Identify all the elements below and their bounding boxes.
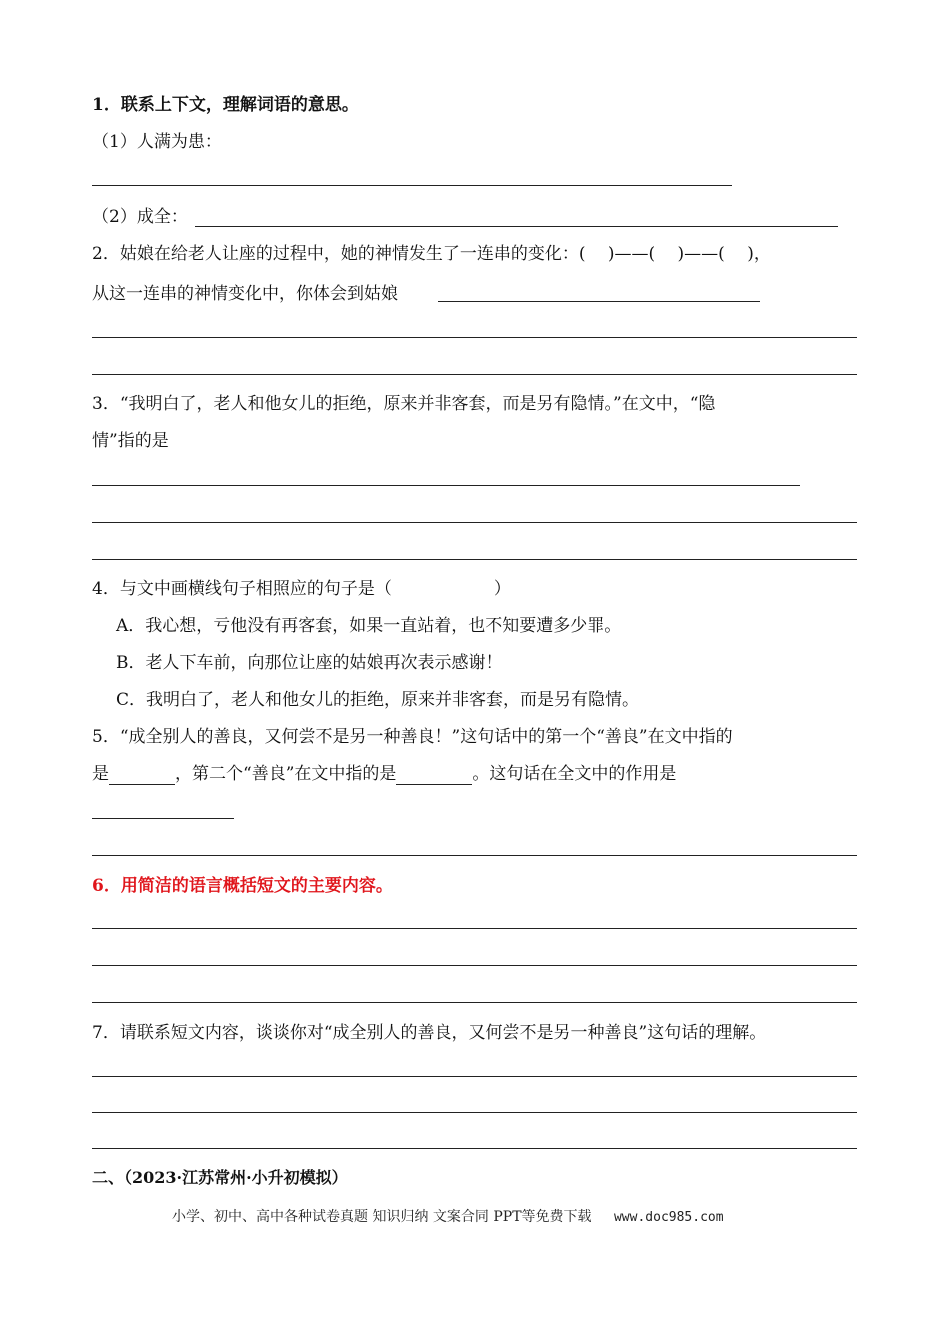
- q1-sub1-label: （1）人满为患：: [92, 132, 222, 152]
- q2-line1: 2．姑娘在给老人让座的过程中，她的神情发生了一连串的变化：( )——( )——( )，: [92, 244, 771, 264]
- q4-option-b[interactable]: B．老人下车前，向那位让座的姑娘再次表示感谢！: [116, 653, 503, 673]
- q2-answer-line-2[interactable]: [92, 374, 857, 375]
- q6-answer-line-3[interactable]: [92, 1002, 857, 1003]
- q5-line2: [92, 763, 676, 785]
- q6-title: 6．用简洁的语言概括短文的主要内容。: [92, 876, 393, 896]
- q3-line2: 情”指的是: [92, 431, 169, 451]
- q5-blank-1[interactable]: [109, 766, 175, 785]
- q3-answer-line-2[interactable]: [92, 522, 857, 523]
- q5-line1: 5．“成全别人的善良，又何尝不是另一种善良！”这句话中的第一个“善良”在文中指的: [92, 727, 733, 747]
- q7-answer-line-2[interactable]: [92, 1112, 857, 1113]
- q4-stem: 4．与文中画横线句子相照应的句子是（ ）: [92, 579, 511, 599]
- q4-option-c[interactable]: C．我明白了，老人和他女儿的拒绝，原来并非客套，而是另有隐情。: [116, 690, 640, 710]
- q2-inline-answer-line[interactable]: [438, 301, 760, 302]
- q5-blank-2[interactable]: [396, 766, 472, 785]
- q6-answer-line-1[interactable]: [92, 928, 857, 929]
- q7-answer-line-1[interactable]: [92, 1076, 857, 1077]
- q3-answer-line-3[interactable]: [92, 559, 857, 560]
- q5-answer-line-2[interactable]: [92, 855, 857, 856]
- q7-line1: 7．请联系短文内容，谈谈你对“成全别人的善良，又何尝不是另一种善良”这句话的理解。: [92, 1023, 767, 1043]
- q7-answer-line-3[interactable]: [92, 1148, 857, 1149]
- q5-line2-mid: ，第二个“善良”在文中指的是: [175, 764, 397, 784]
- q1-sub1-answer-line[interactable]: [92, 185, 732, 186]
- q5-answer-line-1[interactable]: [92, 818, 234, 819]
- q3-line1: 3．“我明白了，老人和他女儿的拒绝，原来并非客套，而是另有隐情。”在文中，“隐: [92, 394, 716, 414]
- footer-text: 小学、初中、高中各种试卷真题 知识归纳 文案合同 PPT等免费下载: [172, 1209, 592, 1225]
- q3-answer-line-1[interactable]: [92, 485, 800, 486]
- q2-line2: 从这一连串的神情变化中，你体会到姑娘: [92, 284, 398, 304]
- q5-line2-start: 是: [92, 764, 109, 784]
- q4-option-a[interactable]: A．我心想，亏他没有再客套，如果一直站着，也不知要遭多少罪。: [116, 616, 622, 636]
- q1-sub2-label: （2）成全：: [92, 207, 188, 227]
- q5-line2-end: 。这句话在全文中的作用是: [472, 764, 677, 784]
- q1-title: 1．联系上下文，理解词语的意思。: [92, 95, 359, 115]
- section2-title: 二、（2023·江苏常州·小升初模拟）: [92, 1168, 348, 1187]
- q6-answer-line-2[interactable]: [92, 965, 857, 966]
- q1-sub2-answer-line[interactable]: [195, 226, 838, 227]
- q2-answer-line-1[interactable]: [92, 337, 857, 338]
- footer-url[interactable]: www.doc985.com: [613, 1210, 724, 1225]
- footer: [172, 1208, 724, 1227]
